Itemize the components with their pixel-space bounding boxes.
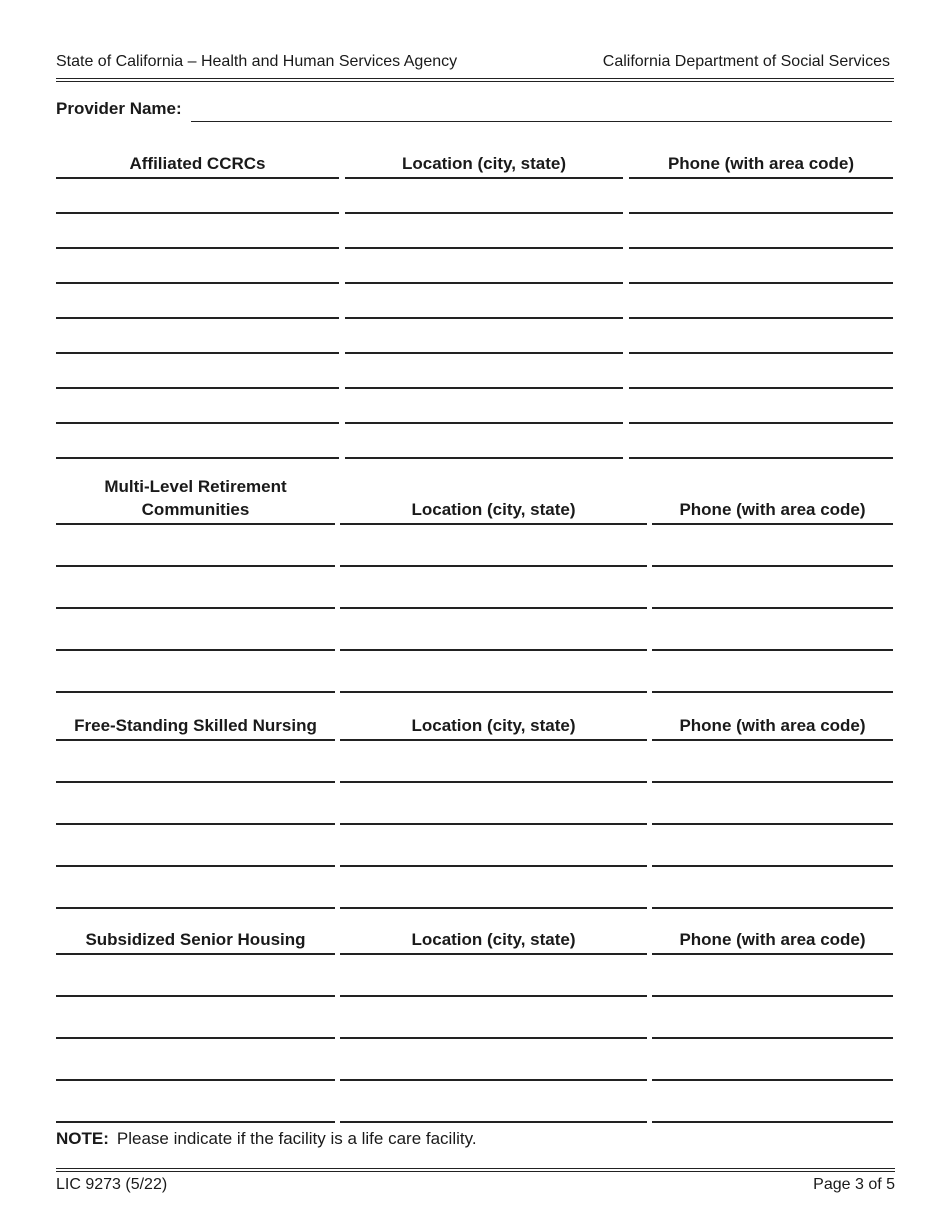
header-underline: [652, 523, 893, 525]
column-header: Phone (with area code): [679, 716, 866, 735]
entry-underline: [56, 649, 335, 651]
entry-phone-field[interactable]: [652, 1099, 893, 1119]
entry-name-field[interactable]: [56, 585, 335, 605]
entry-location-field[interactable]: [340, 585, 647, 605]
entry-location-field[interactable]: [340, 759, 647, 779]
entry-phone-field[interactable]: [652, 585, 893, 605]
entry-underline: [340, 1121, 647, 1123]
provider-name-label: Provider Name:: [56, 99, 182, 118]
entry-underline: [345, 422, 623, 424]
header-underline: [56, 953, 335, 955]
column-header: Free-Standing Skilled Nursing: [74, 716, 317, 735]
entry-underline: [345, 387, 623, 389]
entry-name-field[interactable]: [56, 365, 339, 385]
entry-phone-field[interactable]: [629, 400, 893, 420]
entry-underline: [629, 212, 893, 214]
entry-name-field[interactable]: [56, 260, 339, 280]
entry-underline: [652, 1037, 893, 1039]
form-id: LIC 9273 (5/22): [56, 1176, 168, 1193]
note-label: NOTE:: [56, 1129, 109, 1148]
entry-underline: [56, 282, 339, 284]
column-header: Location (city, state): [411, 930, 576, 949]
entry-underline: [345, 247, 623, 249]
note-text: Please indicate if the facility is a life care facility.: [116, 1129, 477, 1148]
entry-location-field[interactable]: [345, 330, 623, 350]
provider-name-field[interactable]: [194, 99, 890, 119]
entry-underline: [652, 1121, 893, 1123]
entry-location-field[interactable]: [340, 885, 647, 905]
column-header: Multi-Level Retirement Communities: [104, 477, 287, 519]
entry-underline: [629, 282, 893, 284]
entry-underline: [56, 1079, 335, 1081]
entry-underline: [340, 1037, 647, 1039]
entry-underline: [56, 607, 335, 609]
provider-name-underline: [191, 121, 892, 122]
entry-underline: [56, 995, 335, 997]
entry-underline: [56, 387, 339, 389]
entry-underline: [56, 907, 335, 909]
entry-underline: [56, 247, 339, 249]
entry-location-field[interactable]: [340, 843, 647, 863]
entry-underline: [340, 607, 647, 609]
agency-name: State of California – Health and Human Services Agency: [56, 53, 458, 70]
entry-location-field[interactable]: [340, 1015, 647, 1035]
entry-phone-field[interactable]: [629, 260, 893, 280]
entry-name-field[interactable]: [56, 400, 339, 420]
entry-phone-field[interactable]: [629, 330, 893, 350]
entry-phone-field[interactable]: [652, 973, 893, 993]
entry-location-field[interactable]: [340, 669, 647, 689]
column-header: Subsidized Senior Housing: [85, 930, 306, 949]
footer-rule-top: [56, 1168, 895, 1169]
entry-name-field[interactable]: [56, 1057, 335, 1077]
header-underline: [629, 177, 893, 179]
entry-phone-field[interactable]: [629, 225, 893, 245]
entry-name-field[interactable]: [56, 973, 335, 993]
entry-underline: [56, 781, 335, 783]
entry-underline: [345, 317, 623, 319]
entry-underline: [340, 995, 647, 997]
note: [56, 1129, 477, 1149]
entry-phone-field[interactable]: [629, 190, 893, 210]
entry-location-field[interactable]: [340, 1057, 647, 1077]
entry-underline: [56, 212, 339, 214]
entry-location-field[interactable]: [345, 190, 623, 210]
header-underline: [56, 177, 339, 179]
entry-underline: [629, 422, 893, 424]
entry-underline: [56, 823, 335, 825]
entry-phone-field[interactable]: [652, 801, 893, 821]
entry-location-field[interactable]: [340, 627, 647, 647]
entry-location-field[interactable]: [340, 973, 647, 993]
header-underline: [340, 739, 647, 741]
entry-underline: [345, 212, 623, 214]
entry-underline: [56, 317, 339, 319]
entry-location-field[interactable]: [340, 543, 647, 563]
entry-phone-field[interactable]: [652, 1015, 893, 1035]
entry-underline: [652, 995, 893, 997]
page-number: Page 3 of 5: [813, 1176, 895, 1193]
entry-phone-field[interactable]: [629, 295, 893, 315]
entry-name-field[interactable]: [56, 435, 339, 455]
entry-underline: [340, 1079, 647, 1081]
column-header: Location (city, state): [411, 500, 576, 519]
entry-underline: [345, 457, 623, 459]
column-header: Location (city, state): [411, 716, 576, 735]
entry-phone-field[interactable]: [652, 885, 893, 905]
entry-phone-field[interactable]: [652, 627, 893, 647]
entry-name-field[interactable]: [56, 759, 335, 779]
entry-underline: [56, 1037, 335, 1039]
entry-underline: [56, 865, 335, 867]
entry-underline: [340, 823, 647, 825]
entry-location-field[interactable]: [345, 225, 623, 245]
header-underline: [652, 953, 893, 955]
entry-phone-field[interactable]: [652, 759, 893, 779]
entry-underline: [340, 691, 647, 693]
entry-name-field[interactable]: [56, 543, 335, 563]
header-rule-bottom: [56, 81, 894, 82]
entry-underline: [652, 691, 893, 693]
entry-location-field[interactable]: [340, 1099, 647, 1119]
entry-underline: [56, 565, 335, 567]
department-name: California Department of Social Services: [602, 53, 890, 70]
entry-name-field[interactable]: [56, 295, 339, 315]
entry-phone-field[interactable]: [652, 843, 893, 863]
entry-underline: [56, 457, 339, 459]
entry-underline: [652, 607, 893, 609]
entry-underline: [652, 907, 893, 909]
entry-name-field[interactable]: [56, 669, 335, 689]
entry-underline: [652, 823, 893, 825]
entry-location-field[interactable]: [345, 400, 623, 420]
entry-location-field[interactable]: [345, 295, 623, 315]
entry-underline: [345, 352, 623, 354]
entry-underline: [652, 1079, 893, 1081]
entry-underline: [652, 865, 893, 867]
entry-phone-field[interactable]: [629, 365, 893, 385]
entry-phone-field[interactable]: [652, 1057, 893, 1077]
entry-name-field[interactable]: [56, 1099, 335, 1119]
entry-underline: [652, 649, 893, 651]
entry-underline: [345, 282, 623, 284]
header-underline: [345, 177, 623, 179]
header-underline: [56, 523, 335, 525]
footer-rule-bottom: [56, 1171, 895, 1172]
entry-name-field[interactable]: [56, 1015, 335, 1035]
entry-underline: [629, 247, 893, 249]
entry-underline: [629, 317, 893, 319]
entry-underline: [629, 457, 893, 459]
entry-name-field[interactable]: [56, 801, 335, 821]
entry-underline: [340, 565, 647, 567]
entry-underline: [340, 781, 647, 783]
entry-underline: [652, 565, 893, 567]
entry-phone-field[interactable]: [629, 435, 893, 455]
column-header: Phone (with area code): [667, 154, 855, 173]
entry-location-field[interactable]: [345, 260, 623, 280]
header-underline: [340, 953, 647, 955]
entry-underline: [340, 907, 647, 909]
entry-underline: [340, 649, 647, 651]
entry-name-field[interactable]: [56, 885, 335, 905]
entry-underline: [340, 865, 647, 867]
entry-name-field[interactable]: [56, 627, 335, 647]
header-rule-top: [56, 78, 894, 79]
header-underline: [56, 739, 335, 741]
entry-location-field[interactable]: [340, 801, 647, 821]
entry-underline: [652, 781, 893, 783]
entry-underline: [56, 422, 339, 424]
column-header: Phone (with area code): [679, 930, 866, 949]
entry-name-field[interactable]: [56, 225, 339, 245]
header-underline: [652, 739, 893, 741]
entry-name-field[interactable]: [56, 190, 339, 210]
entry-name-field[interactable]: [56, 843, 335, 863]
entry-underline: [56, 352, 339, 354]
entry-name-field[interactable]: [56, 330, 339, 350]
header-underline: [340, 523, 647, 525]
entry-phone-field[interactable]: [652, 669, 893, 689]
entry-location-field[interactable]: [345, 435, 623, 455]
column-header: Affiliated CCRCs: [129, 154, 266, 173]
entry-phone-field[interactable]: [652, 543, 893, 563]
column-header: Location (city, state): [401, 154, 567, 173]
entry-underline: [629, 387, 893, 389]
column-header: Phone (with area code): [679, 500, 866, 519]
entry-underline: [56, 691, 335, 693]
entry-underline: [629, 352, 893, 354]
entry-underline: [56, 1121, 335, 1123]
entry-location-field[interactable]: [345, 365, 623, 385]
